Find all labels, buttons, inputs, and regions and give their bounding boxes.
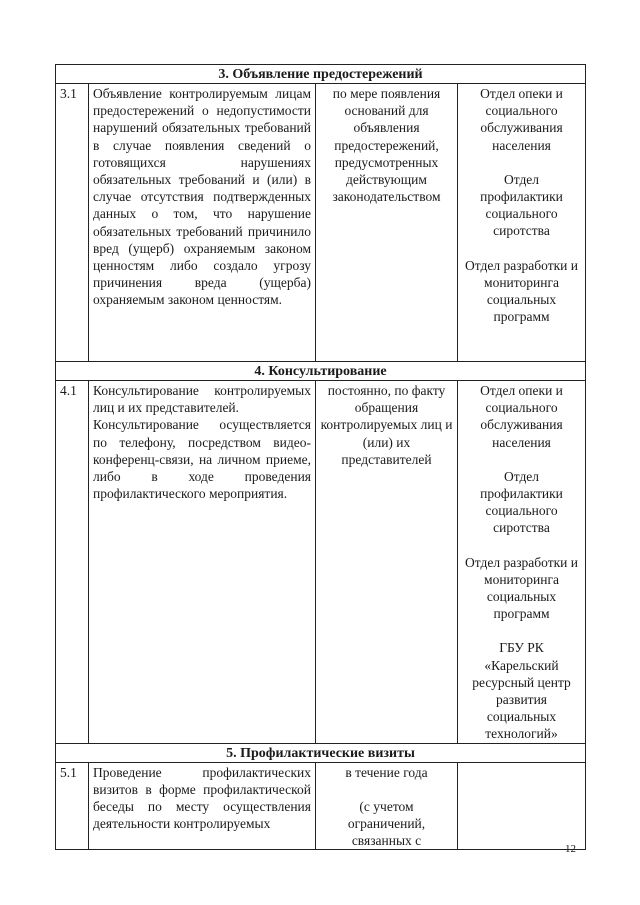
row-timing <box>316 762 458 850</box>
department-name: Отдел профилактики социального сиротства <box>480 171 563 239</box>
department-name: Отдел разработки и мониторинга социальных программ <box>465 257 578 325</box>
row-timing: постоянно, по факту обращения контролируемых лиц и (или) их представителей <box>316 381 458 744</box>
row-description: Проведение профилактических визитов в форме профилактической беседы по месту осуществления деятельности контролируемых <box>89 762 316 850</box>
section-title-3: 3. Объявление предостережений <box>56 65 586 84</box>
row-number: 4.1 <box>56 381 89 744</box>
department-name: Отдел опеки и социального обслуживания населения <box>480 86 563 153</box>
description-text: Консультирование осуществляется по телефону, посредством видео-конференц-связи, на личном приеме, либо в ходе проведения профилактического мероприятия. <box>93 417 311 502</box>
section-header-row <box>56 743 586 762</box>
row-number: 5.1 <box>56 762 89 850</box>
row-number: 3.1 <box>56 84 89 362</box>
row-departments <box>458 762 586 850</box>
section-header-row <box>56 65 586 84</box>
section-title-4: 4. Консультирование <box>56 362 586 381</box>
timing-text: в течение года <box>345 764 428 780</box>
row-description <box>89 381 316 744</box>
row-departments <box>458 84 586 362</box>
timing-text: (с учетом ограничений, связанных с <box>347 798 426 849</box>
department-name: ГБУ РК «Карельский ресурсный центр развития социальных технологий» <box>472 640 571 742</box>
department-name: Отдел разработки и мониторинга социальных программ <box>465 554 578 622</box>
description-text: Консультирование контролируемых лиц и их представителей. <box>93 383 311 416</box>
department-name: Отдел опеки и социального обслуживания населения <box>480 383 563 450</box>
row-description: Объявление контролируемым лицам предостережений о недопустимости нарушений обязательных требований в случае появления сведений о готовящихся нарушениях обязательных требований и (или) в случае отсутствия подтвержденных данных о том, что нарушение обязательных требований причинило вред (ущерб) охраняемым законом ценностям либо создало угрозу причинения вреда (ущерба) охраняемым законом ценностям. <box>89 84 316 362</box>
page-number: 12 <box>565 843 576 855</box>
table-row <box>56 84 586 362</box>
department-name: Отдел профилактики социального сиротства <box>480 468 563 536</box>
table-row <box>56 762 586 850</box>
activities-table <box>55 64 586 850</box>
row-timing: по мере появления оснований для объявления предостережений, предусмотренных действующим законодательством <box>316 84 458 362</box>
table-row <box>56 381 586 744</box>
section-title-5: 5. Профилактические визиты <box>56 743 586 762</box>
row-departments <box>458 381 586 744</box>
section-header-row <box>56 362 586 381</box>
